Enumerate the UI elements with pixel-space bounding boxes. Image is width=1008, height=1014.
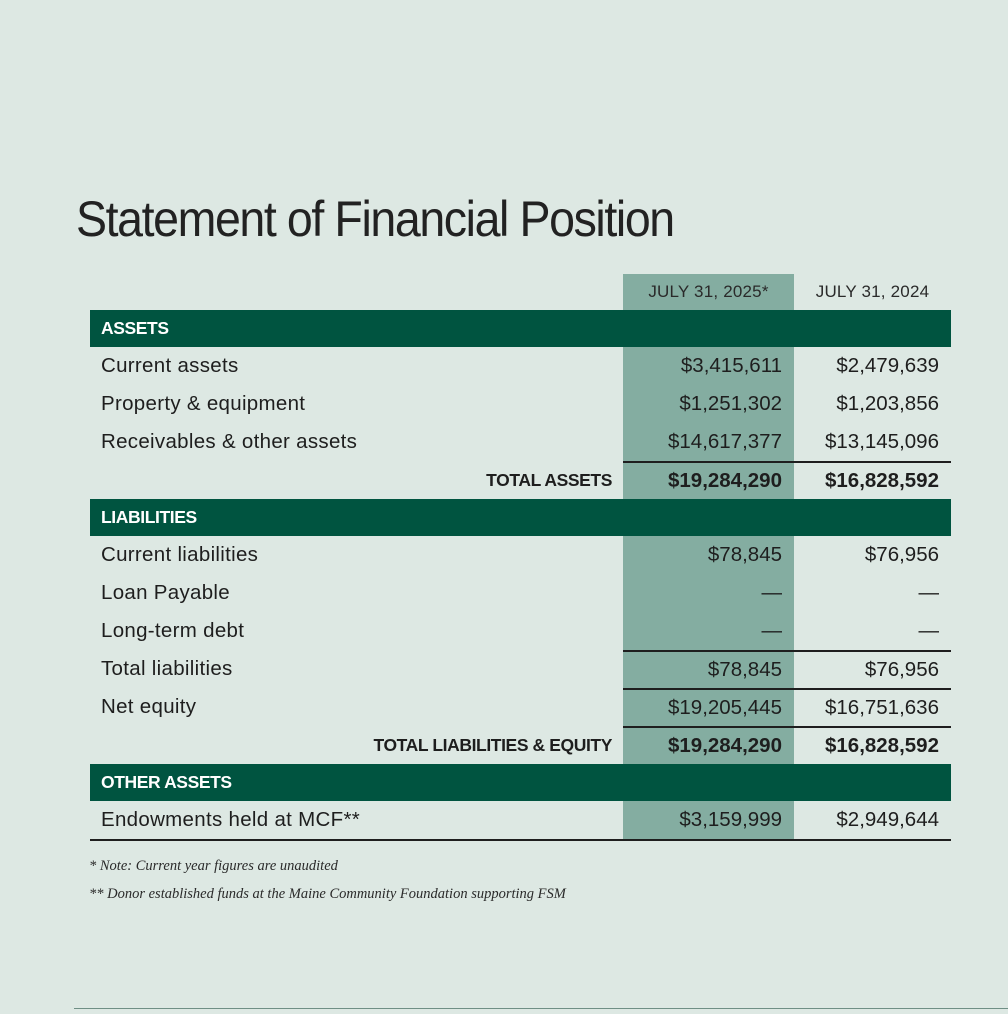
total-label: TOTAL LIABILITIES & EQUITY: [373, 734, 612, 755]
value-2025: —: [623, 612, 794, 650]
bottom-divider: [74, 1008, 1008, 1009]
value-2025: $19,205,445: [623, 688, 794, 726]
value-2024: $76,956: [864, 543, 939, 566]
row-label: Total liabilities: [101, 657, 233, 680]
column-header-2025: JULY 31, 2025*: [623, 274, 794, 310]
section-header-liabilities: [90, 499, 951, 536]
column-header-2024: JULY 31, 2024: [815, 282, 930, 301]
value-2025: $14,617,377: [623, 423, 794, 461]
section-label: LIABILITIES: [101, 507, 197, 527]
row-label: Receivables & other assets: [101, 430, 358, 453]
value-2024: $76,956: [794, 650, 951, 688]
value-2024: $16,751,636: [794, 688, 951, 726]
value-2025: $3,415,611: [623, 347, 794, 385]
value-2025: $78,845: [623, 650, 794, 688]
value-2024: —: [918, 581, 939, 604]
section-label: ASSETS: [101, 318, 169, 338]
value-2025: $78,845: [623, 536, 794, 574]
table-row: [90, 423, 951, 461]
table-row: [90, 801, 951, 841]
row-label: Property & equipment: [101, 392, 306, 415]
column-header-row: [90, 274, 951, 310]
section-header-assets: [90, 310, 951, 347]
total-value-2025: $19,284,290: [623, 726, 794, 764]
table-row: [90, 574, 951, 612]
financial-table: [90, 274, 951, 841]
footnote-endowments: ** Donor established funds at the Maine Community Foundation supporting FSM: [89, 886, 566, 902]
total-liabilities-equity-row: [90, 726, 951, 764]
row-label: Endowments held at MCF**: [101, 808, 361, 831]
page-title: Statement of Financial Position: [76, 191, 674, 247]
value-2024: $1,203,856: [836, 392, 939, 415]
section-label: OTHER ASSETS: [101, 772, 232, 792]
row-label: Loan Payable: [101, 581, 230, 604]
value-2024: —: [918, 619, 939, 642]
row-label: Current liabilities: [101, 543, 259, 566]
table-row: [90, 612, 951, 650]
row-label: Net equity: [101, 695, 197, 718]
table-row: [90, 650, 951, 688]
value-2024: $2,949,644: [836, 808, 939, 831]
value-2025: $1,251,302: [623, 385, 794, 423]
row-label: Current assets: [101, 354, 239, 377]
footnote-unaudited: * Note: Current year figures are unaudited: [89, 858, 338, 874]
value-2024: $2,479,639: [836, 354, 939, 377]
value-2024: $13,145,096: [824, 430, 939, 453]
total-value-2025: $19,284,290: [623, 461, 794, 499]
value-2025: $3,159,999: [623, 801, 794, 839]
value-2025: —: [623, 574, 794, 612]
total-value-2024: $16,828,592: [794, 726, 951, 764]
total-value-2024: $16,828,592: [794, 461, 951, 499]
table-row: [90, 385, 951, 423]
total-label: TOTAL ASSETS: [486, 469, 612, 490]
table-row: [90, 536, 951, 574]
table-row: [90, 688, 951, 726]
table-row: [90, 347, 951, 385]
section-header-other-assets: [90, 764, 951, 801]
row-label: Long-term debt: [101, 619, 245, 642]
total-assets-row: [90, 461, 951, 499]
